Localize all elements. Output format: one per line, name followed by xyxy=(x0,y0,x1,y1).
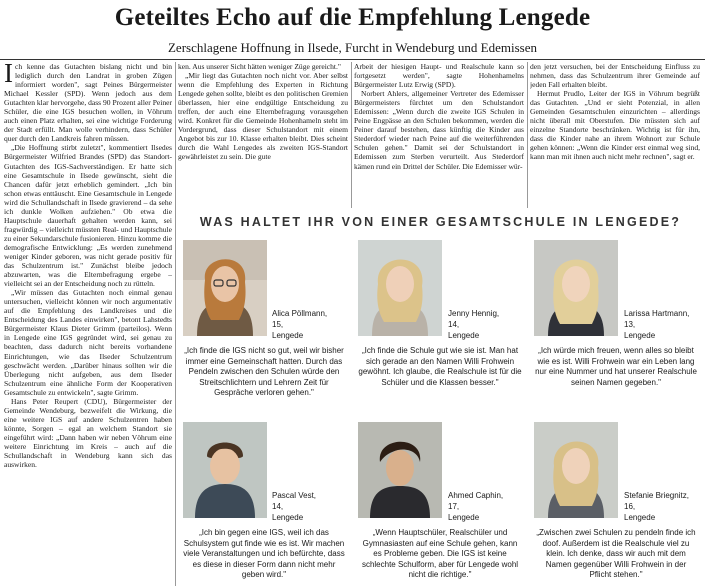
person-quote: „Ich bin gegen eine IGS, weil ich das Schulsystem gut finde wie es ist. Wir machen viele Veranstaltungen und ich befürchte, dass es diese in dieser Form dann nicht mehr geben wird." xyxy=(183,528,345,580)
person-caption xyxy=(624,490,689,523)
person-name: Jenny Hennig, xyxy=(448,309,500,318)
person-place: Lengede xyxy=(448,513,480,522)
person-caption xyxy=(448,308,499,341)
person-age: 14, xyxy=(272,502,284,511)
column1-paragraph: „Wir müssen das Gutachten noch einmal genau untersuchen, vielleicht können wir noch argumentativ auf die Empfehlung des Landkreises und die Entscheidung des Landes einwirken", betont Lahstedts Bürgermeister Klaus Dieter Grimm (parteilos). Wenn in Lengede eine IGS gegründet wird, sei genau zu beachten, dass dadurch nicht bereits vorhandene Einrichtungen, wie das Ilseder Schulzentrum geschwächt werden. „Darüber hinaus sollten wir die Überlegung nicht aufgeben, aus dem Ilseder Schulzentrum eine ähnliche Form der Kooperativen Gesamtschule zu entwickeln", sagte Grimm. xyxy=(4,288,172,397)
portrait-photo xyxy=(358,240,442,336)
column1-paragraph: „Die Hoffnung stirbt zuletzt", kommentiert Ilsedes Bürgermeister Wilfried Brandes (SPD) das Standort-Gutachten des IGS-Sachverständigen. Er hatte sich eine Gesamtschule in Ilsede gewünscht, sieht die Chancen dafür jetzt erheblich gemindert. „Ich bin schon etwas enttäuscht. Eine Gesamtschule in Lengede wird die Schullandschaft in Ilsede gravierend – da sehe ich dunkle Wolken aufziehen." Ob etwa die Hauptschule dauerhaft gehalten werden kann, sei fragwürdig – vielleicht müssten Real- und Hauptschule zu einer Sekundarschule fusionieren. Hinzu komme die demografische Entwicklung: „Es werden zunehmend weniger Kinder geboren, was nicht gerade positiv für das Schulzentrum ist." Zunächst bleibe jedoch abzuwarten, was die Elternbefragung ergebe – vielleicht sei an der Entscheidung noch zu rütteln. xyxy=(4,143,172,289)
person-name: Pascal Vest, xyxy=(272,491,317,500)
column1-paragraph: Hans Peter Reupert (CDU), Bürgermeister der Gemeinde Wendeburg, bezweifelt die Wirkung, die eine weitere IGS auf andere Schulzentren haben könnte, Sorgen – egal an welchem Standort sie eingeführt wird: „Dann haben wir neben Vöhrum eine weitere Einrichtung im Kreis – auch auf die Schullandschaft in Wendeburg kann sich das auswirken. xyxy=(4,396,172,470)
portrait-photo xyxy=(534,422,618,518)
person-place: Lengede xyxy=(272,513,304,522)
subheadline: Zerschlagene Hoffnung in Ilsede, Furcht in Wendeburg und Edemissen xyxy=(167,40,537,55)
article-column-1 xyxy=(4,62,172,586)
article-column-2 xyxy=(178,62,348,208)
column-divider xyxy=(527,62,528,208)
column4-paragraph: Hermut Prudlo, Leiter der IGS in Vöhrum begrüßt das Gutachten. „Und er sieht Potenzial, in allen Gemeinden Gesamtschulen einzurichten – allerdings nicht überall mit Oberstufen. Die müssten sich auf einzelne Standorte beschränken. Wichtig ist für ihn, dass die Kinder nahe an ihrem Wohnort zur Schule gehen können: „Wenn die Kinder erst einmal weg sind, kann man mit ihnen auch nicht mehr rechnen", sagt er. xyxy=(530,89,700,162)
header-rule xyxy=(0,59,705,60)
person-place: Lengede xyxy=(272,331,304,340)
person-age: 17, xyxy=(448,502,460,511)
person-age: 14, xyxy=(448,320,460,329)
person-place: Lengede xyxy=(448,331,480,340)
column-divider xyxy=(175,62,176,586)
person-name: Larissa Hartmann, xyxy=(624,309,690,318)
person-caption xyxy=(272,490,316,523)
person-quote: „Ich finde die IGS nicht so gut, weil wir bisher immer eine Gemeinschaft hatten. Durch das Pendeln zwischen den Schulen würde den Streitschlichtern und Lehrern Zeit für Gespräche verloren gehen." xyxy=(184,346,344,398)
column-divider xyxy=(351,62,352,208)
portrait-photo xyxy=(183,422,267,518)
column2-paragraph: ken. Aus unserer Sicht hätten weniger Züge gereicht." xyxy=(178,62,341,71)
article-column-3 xyxy=(354,62,524,208)
column4-paragraph: den jetzt versuchen, bei der Entscheidung Einfluss zu nehmen, dass das Schulzentrum ihrer Gemeinde auf jeden Fall erhalten bleibt. xyxy=(530,62,700,90)
person-age: 15, xyxy=(272,320,284,329)
person-age: 13, xyxy=(624,320,636,329)
person-quote: „Ich finde die Schule gut wie sie ist. Man hat sich gerade an den Namen Willi Frohwein gewöhnt. Ich glaube, die Realschule ist für die Schüler und die Klassen besser." xyxy=(358,346,522,387)
portrait-photo xyxy=(358,422,442,518)
poll-title: WAS HALTET IHR VON EINER GESAMTSCHULE IN LENGEDE? xyxy=(199,215,682,229)
column2-paragraph: „Mir liegt das Gutachten noch nicht vor. Aber selbst wenn die Empfehlung des Experten in Richtung Lengede gehen sollte, bleibt es den politischen Gremien überlassen, hier eine endgültige Entscheidung zu treffen, der auch eine Elternbefragung vorausgehen wird. Konkret für die Gemeinde Hohenhameln steht im Vordergrund, dass dieser Schulstandort mit einem Angebot bis zur 10. Klasse erhalten bleibt. Dies scheint durch die Wahl Lengedes als zweiten IGS-Standort gewährleistet zu sein. Die gute xyxy=(178,71,348,162)
column1-paragraph: ch kenne das Gutachten bislang nicht und bin lediglich durch den Landrat in groben Zügen informiert worden", sagt Peines Bürgermeister Michael Kessler (SPD). Wenn jedoch aus dem Gutachten klar hervorgehe, dass 90 Prozent aller Peiner Schüler, die eine IGS besuchen wollen, in Vöhrum auch einen Platz erhalten, sei eine wichtige Forderung der Stadt erfüllt. Man wolle verhindern, dass Schüler quer durch den Landkreis fahren müssen. xyxy=(4,62,172,144)
person-caption xyxy=(448,490,503,523)
article-column-4 xyxy=(530,62,700,208)
person-name: Alica Pöllmann, xyxy=(272,309,328,318)
person-caption xyxy=(272,308,327,341)
person-place: Lengede xyxy=(624,513,656,522)
column3-paragraph: Norbert Ahlers, allgemeiner Vertreter des Edemisser Bürgermeisters fürchtet um den Schulstandort Edemissen: „Wenn durch die zweite IGS Schulen in Peine Engpässe an den Schulen bekommen, werden die Peiner darauf bestehen, dass künftig die Kinder aus Stederdorf wieder nach Peine auf die weiterführenden Schulen gehen." Damit sei der Schulstandort in Edemissen zum Sterben verurteilt. Aus Stederdorf kämen rund ein Drittel der Schüler. Die Edemisser wür- xyxy=(354,89,524,171)
person-name: Ahmed Caphin, xyxy=(448,491,504,500)
person-quote: „Wenn Hauptschüler, Realschüler und Gymnasiasten auf eine Schule gehen, kann es Probleme geben. Die IGS ist keine schlechte Schulform, aber für Lengede wohl nicht die richtige." xyxy=(361,528,519,580)
portrait-photo xyxy=(183,240,267,336)
portrait-photo xyxy=(534,240,618,336)
headline: Geteiltes Echo auf die Empfehlung Lengede xyxy=(114,4,591,31)
column3-paragraph: Arbeit der hiesigen Haupt- und Realschule kann so fortgesetzt werden", sagte Hohenhamelns Bürgermeister Lutz Erwig (SPD). xyxy=(354,62,524,90)
person-quote: „Ich würde mich freuen, wenn alles so bleibt wie es ist. Willi Frohwein war ein Leben lang nur eine Nummer und hat unserer Realschule seinen Namen gegeben." xyxy=(535,346,697,387)
person-place: Lengede xyxy=(624,331,656,340)
person-name: Stefanie Briegnitz, xyxy=(624,491,689,500)
person-age: 16, xyxy=(624,502,636,511)
dropcap: I xyxy=(4,62,13,88)
person-caption xyxy=(624,308,689,341)
person-quote: „Zwischen zwei Schulen zu pendeln finde ich doof. Außerdem ist die Realschule viel zu klein. Ich denke, dass wir auch mit dem Namen gegenüber Willi Frohwein in der Pflicht stehen." xyxy=(536,528,696,580)
